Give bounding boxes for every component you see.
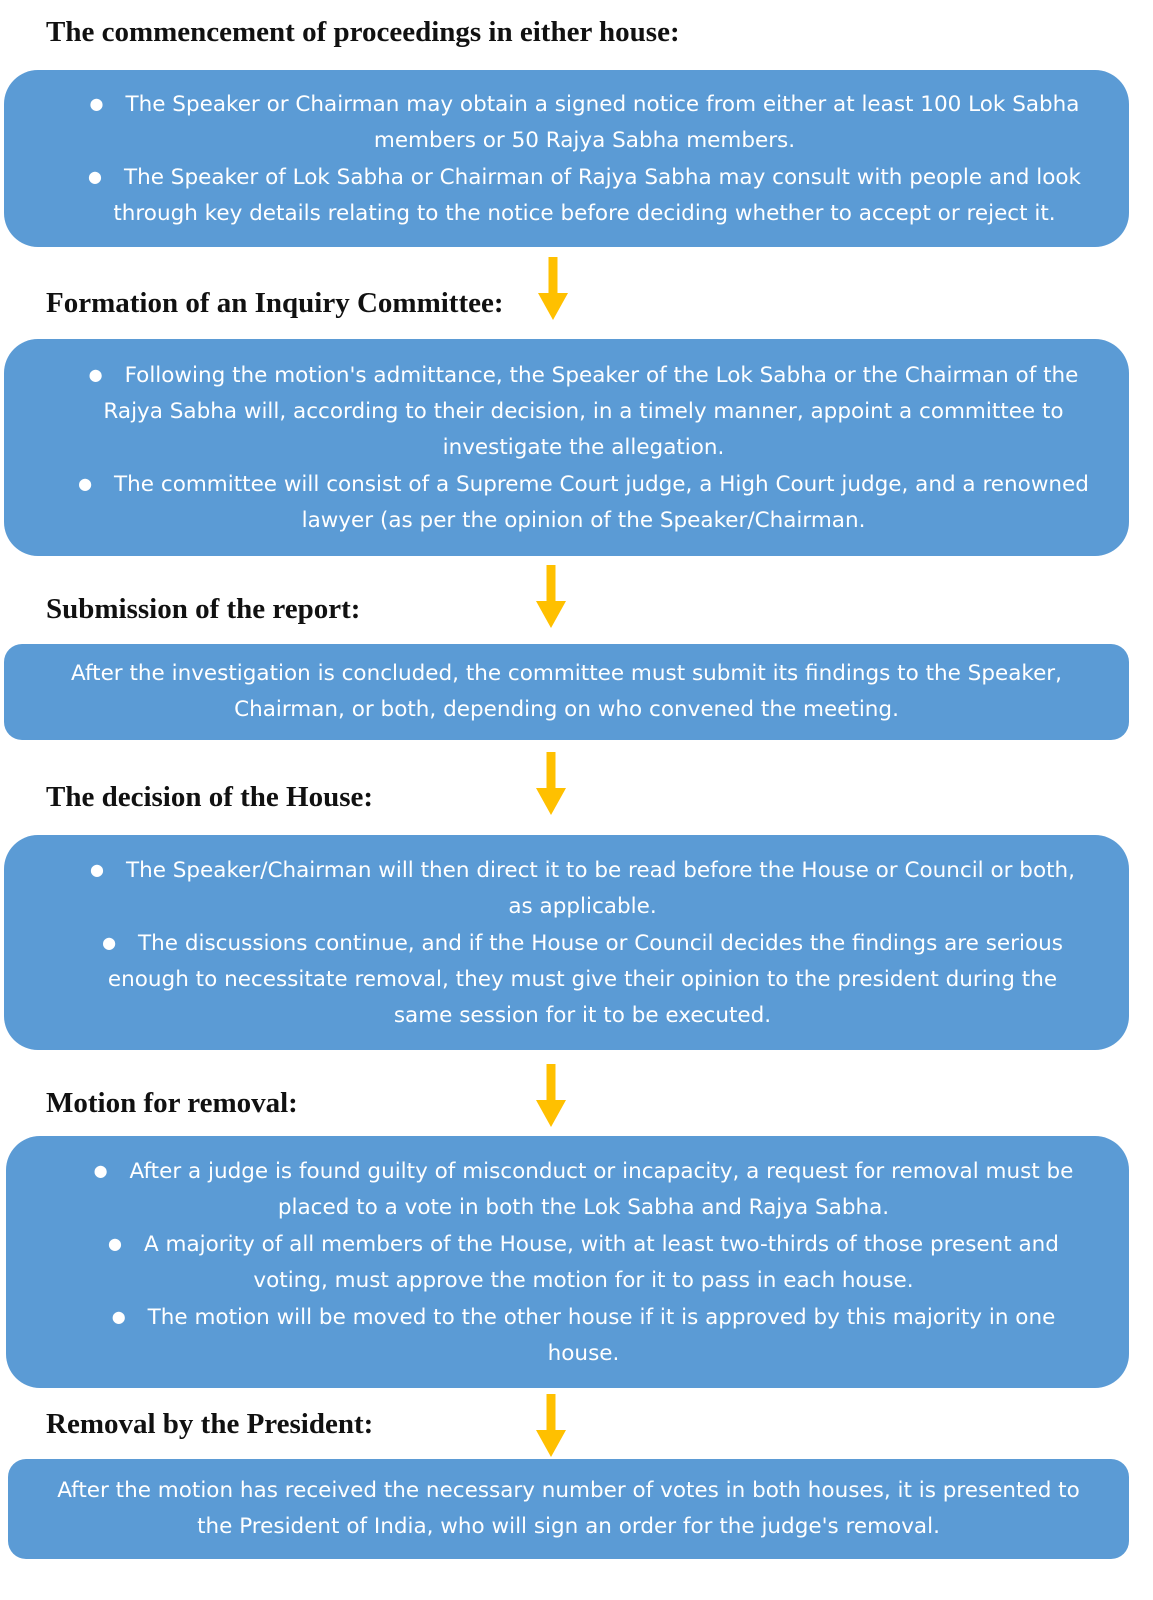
arrow-down-icon (535, 1064, 567, 1128)
list-item: ● The discussions continue, and if the House or Council decides the findings are serious enough to necessitate removal, they must give their opinion to the president during the same session for it to be executed. (102, 930, 1063, 1028)
step-6-box (8, 1459, 1129, 1559)
bullet-icon: ● (88, 166, 102, 186)
step-2-heading: Formation of an Inquiry Committee: (46, 287, 504, 319)
list-item: ● The Speaker or Chairman may obtain a signed notice from either at least 100 Lok Sabha members or 50 Rajya Sabha members. (89, 91, 1080, 153)
list-item: ● The committee will consist of a Supreme Court judge, a High Court judge, and a renowned lawyer (as per the opinion of the Speaker/Chairman. (78, 471, 1089, 533)
arrow-down-icon (535, 752, 567, 816)
arrow-down-icon (537, 257, 569, 321)
step-1-heading: The commencement of proceedings in either house: (46, 16, 680, 48)
list-item: ● After a judge is found guilty of misconduct or incapacity, a request for removal must be placed to a vote in both the Lok Sabha and Rajya Sabha. (93, 1158, 1074, 1220)
step-3-heading: Submission of the report: (46, 593, 361, 625)
list-item: ● Following the motion's admittance, the Speaker of the Lok Sabha or the Chairman of the Rajya Sabha will, according to their decision, in a timely manner, appoint a committee to investigate the allegation. (88, 362, 1079, 460)
list-item: ● A majority of all members of the House, with at least two-thirds of those present and voting, must approve the motion for it to pass in each house. (108, 1231, 1059, 1293)
step-5-box (6, 1136, 1129, 1388)
bullet-icon: ● (108, 1233, 122, 1253)
list-item: ● The motion will be moved to the other house if it is approved by this majority in one house. (111, 1304, 1056, 1366)
list-item: ● The Speaker of Lok Sabha or Chairman of Rajya Sabha may consult with people and look through key details relating to the notice before deciding whether to accept or reject it. (88, 164, 1081, 226)
bullet-icon: ● (88, 364, 103, 384)
step-5-heading: Motion for removal: (46, 1087, 298, 1119)
arrow-down-icon (535, 1394, 567, 1458)
bullet-icon: ● (78, 473, 93, 493)
bullet-icon: ● (111, 1306, 126, 1326)
step-6-text: After the motion has received the necessary number of votes in both houses, it is presented to the President of India, who will sign an order for the judge's removal. (57, 1478, 1080, 1539)
step-6-heading: Removal by the President: (46, 1408, 374, 1440)
bullet-icon: ● (102, 932, 117, 952)
step-4-box (4, 835, 1129, 1050)
step-2-box (4, 339, 1129, 556)
step-4-heading: The decision of the House: (46, 781, 374, 813)
step-3-box (4, 644, 1129, 740)
step-3-text: After the investigation is concluded, the committee must submit its findings to the Speaker, Chairman, or both, depending on who convened the meeting. (71, 661, 1062, 722)
list-item: ● The Speaker/Chairman will then direct it to be read before the House or Council or both, as applicable. (89, 857, 1076, 919)
bullet-icon: ● (89, 93, 104, 113)
bullet-icon: ● (93, 1160, 108, 1180)
arrow-down-icon (535, 565, 567, 629)
bullet-icon: ● (89, 859, 104, 879)
step-1-box (4, 70, 1129, 247)
